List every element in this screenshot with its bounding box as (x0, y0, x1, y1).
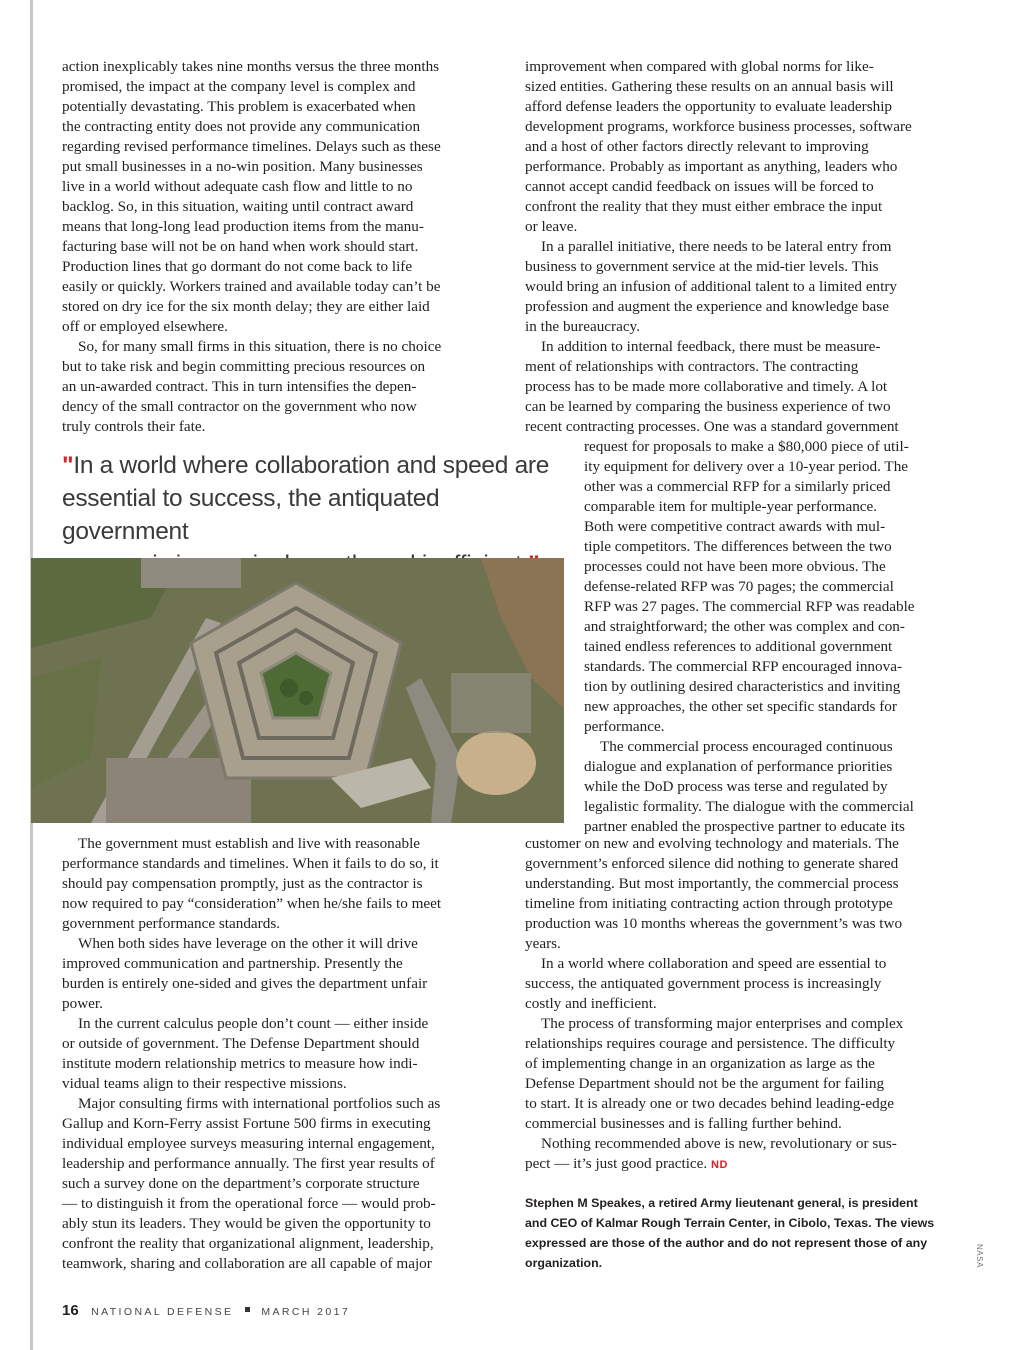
text-line: tiple competitors. The differences between the two (584, 538, 892, 555)
pull-quote-open-mark: " (62, 452, 74, 479)
article-paragraph (525, 954, 965, 1014)
issue-date: MARCH 2017 (261, 1306, 351, 1318)
text-line: processes could not have been more obvious. The (584, 558, 886, 575)
text-line: afford defense leaders the opportunity to evaluate leadership (525, 98, 893, 115)
article-paragraph (525, 57, 965, 237)
text-line: commercial businesses and is falling further behind. (525, 1115, 842, 1132)
text-line: dency of the small contractor on the government who now (62, 398, 417, 415)
text-line: burden is entirely one-sided and gives the department unfair (62, 975, 428, 992)
text-line: can be learned by comparing the business experience of two (525, 398, 891, 415)
text-line: off or employed elsewhere. (62, 318, 228, 335)
text-line: an un-awarded contract. This in turn intensifies the depen- (62, 378, 417, 395)
text-line: ity equipment for delivery over a 10-year period. The (584, 458, 909, 475)
text-line: costly and inefficient. (525, 995, 657, 1012)
text-line: The government must establish and live with reasonable (78, 835, 421, 852)
text-line: and straightforward; the other was complex and con- (584, 618, 905, 635)
text-line: timeline from initiating contracting action through prototype (525, 895, 893, 912)
text-line: performance standards and timelines. When it fails to do so, it (62, 855, 439, 872)
end-of-article-mark: ND (711, 1159, 728, 1171)
text-line: recent contracting processes. One was a standard government (525, 418, 899, 435)
text-line: Gallup and Korn-Ferry assist Fortune 500 firms in executing (62, 1115, 431, 1132)
text-line: promised, the impact at the company level is complex and (62, 78, 416, 95)
text-line: teamwork, sharing and collaboration are all capable of major (62, 1255, 432, 1272)
text-line: cannot accept candid feedback on issues will be forced to (525, 178, 874, 195)
text-line: Defense Department should not be the argument for failing (525, 1075, 885, 1092)
text-line: tained endless references to additional government (584, 638, 893, 655)
text-line: standards. The commercial RFP encouraged innova- (584, 658, 903, 675)
article-paragraph (584, 737, 974, 837)
article-paragraph (525, 834, 965, 954)
text-line: ment of relationships with contractors. The contracting (525, 358, 859, 375)
text-line: potentially devastating. This problem is exacerbated when (62, 98, 416, 115)
text-line: means that long-long lead production items from the manu- (62, 218, 424, 235)
text-line: or outside of government. The Defense Department should (62, 1035, 420, 1052)
text-line: power. (62, 995, 103, 1012)
photo-credit: NASA (975, 1244, 984, 1268)
text-line: confront the reality that organizational alignment, leadership, (62, 1235, 434, 1252)
text-line: and a host of other factors directly relevant to improving (525, 138, 869, 155)
author-bio-line: Stephen M Speakes, a retired Army lieutenant general, is president (525, 1196, 918, 1210)
text-line: but to take risk and begin committing precious resources on (62, 358, 426, 375)
text-line: would bring an infusion of additional talent to a limited entry (525, 278, 898, 295)
article-paragraph (62, 1014, 502, 1094)
closing-line-wrapper (525, 1154, 965, 1175)
text-line: Both were competitive contract awards with mul- (584, 518, 886, 535)
text-line: pect — it’s just good practice. (525, 1155, 708, 1172)
text-line: now required to pay “consideration” when he/she fails to meet (62, 895, 442, 912)
article-column-left-bottom (62, 834, 502, 1274)
text-line: regarding revised performance timelines. Delays such as these (62, 138, 441, 155)
pentagon-aerial-photo (31, 558, 564, 823)
text-line: In a parallel initiative, there needs to be lateral entry from (541, 238, 892, 255)
text-line: business to government service at the mid-tier levels. This (525, 258, 879, 275)
text-line: development programs, workforce business processes, software (525, 118, 912, 135)
text-line: easily or quickly. Workers trained and available today can’t be (62, 278, 441, 295)
text-line: comparable item for multiple-year performance. (584, 498, 878, 515)
text-line: In addition to internal feedback, there must be measure- (541, 338, 881, 355)
text-line: sized entities. Gathering these results on an annual basis will (525, 78, 894, 95)
text-line: profession and augment the experience and knowledge base (525, 298, 889, 315)
text-line: institute modern relationship metrics to measure how indi- (62, 1055, 418, 1072)
pull-quote-line: essential to success, the antiquated government (62, 485, 440, 545)
text-line: When both sides have leverage on the other it will drive (78, 935, 418, 952)
article-column-right-bottom (525, 834, 965, 1175)
text-line: confront the reality that they must either embrace the input (525, 198, 883, 215)
text-line: request for proposals to make a $80,000 piece of util- (584, 438, 909, 455)
article-paragraph (525, 1014, 965, 1134)
text-line: while the DoD process was terse and regulated by (584, 778, 888, 795)
text-line: government’s enforced silence did nothing to generate shared (525, 855, 899, 872)
text-line: process has to be made more collaborative and timely. A lot (525, 378, 888, 395)
text-line: The commercial process encouraged continuous (600, 738, 893, 755)
author-bio-line: and CEO of Kalmar Rough Terrain Center, in Cibolo, Texas. The views (525, 1216, 935, 1230)
page-footer (62, 1302, 350, 1320)
text-line: stored on dry ice for the six month delay; they are either laid (62, 298, 430, 315)
text-line: of implementing change in an organization as large as the (525, 1055, 875, 1072)
text-line: relationships requires courage and persistence. The difficulty (525, 1035, 896, 1052)
text-line: legalistic formality. The dialogue with the commercial (584, 798, 914, 815)
text-line: individual employee surveys measuring internal engagement, (62, 1135, 435, 1152)
text-line: partner enabled the prospective partner to educate its (584, 818, 905, 835)
pentagon-photo-illustration (31, 558, 564, 823)
text-line: backlog. So, in this situation, waiting until contract award (62, 198, 414, 215)
text-line: put small businesses in a no-win position. Many businesses (62, 158, 423, 175)
article-paragraph (62, 337, 502, 437)
text-line: the contracting entity does not provide any communication (62, 118, 421, 135)
publication-name: NATIONAL DEFENSE (91, 1306, 234, 1318)
text-line: improvement when compared with global norms for like- (525, 58, 874, 75)
article-paragraph (62, 934, 502, 1014)
text-line: tion by outlining desired characteristics and inviting (584, 678, 901, 695)
article-paragraph (62, 57, 502, 337)
article-paragraph (584, 437, 974, 737)
text-line: should pay compensation promptly, just as the contractor is (62, 875, 423, 892)
page-number: 16 (62, 1302, 79, 1319)
footer-separator (245, 1307, 250, 1312)
text-line: In a world where collaboration and speed are essential to (541, 955, 887, 972)
text-line: years. (525, 935, 561, 952)
text-line: defense-related RFP was 70 pages; the commercial (584, 578, 894, 595)
text-line: new approaches, the other set specific standards for (584, 698, 897, 715)
text-line: improved communication and partnership. Presently the (62, 955, 403, 972)
text-line: success, the antiquated government process is increasingly (525, 975, 882, 992)
text-line: facturing base will not be on hand when work should start. (62, 238, 419, 255)
pull-quote-line: In a world where collaboration and speed are (73, 452, 550, 479)
author-bio-line: organization. (525, 1256, 603, 1270)
text-line: vidual teams align to their respective missions. (62, 1075, 347, 1092)
text-line: In the current calculus people don’t count — either inside (78, 1015, 429, 1032)
text-line: Nothing recommended above is new, revolutionary or sus- (541, 1135, 897, 1152)
text-line: performance. (584, 718, 665, 735)
text-line: dialogue and explanation of performance priorities (584, 758, 893, 775)
text-line: such a survey done on the department’s corporate structure (62, 1175, 420, 1192)
text-line: or leave. (525, 218, 578, 235)
text-line: to start. It is already one or two decades behind leading-edge (525, 1095, 895, 1112)
article-paragraph (525, 337, 965, 437)
text-line: government performance standards. (62, 915, 281, 932)
text-line: understanding. But most importantly, the commercial process (525, 875, 899, 892)
text-line: action inexplicably takes nine months versus the three months (62, 58, 440, 75)
article-column-right-top (525, 57, 965, 437)
author-bio (525, 1193, 965, 1273)
text-line: RFP was 27 pages. The commercial RFP was readable (584, 598, 915, 615)
text-line: Production lines that go dormant do not come back to life (62, 258, 413, 275)
article-paragraph (525, 237, 965, 337)
text-line: other was a commercial RFP for a similarly priced (584, 478, 891, 495)
text-line: truly controls their fate. (62, 418, 206, 435)
text-line: Major consulting firms with international portfolios such as (78, 1095, 441, 1112)
text-line: The process of transforming major enterprises and complex (541, 1015, 904, 1032)
article-paragraph (62, 834, 502, 934)
text-line: in the bureaucracy. (525, 318, 640, 335)
article-paragraph (525, 1134, 965, 1175)
text-line: performance. Probably as important as anything, leaders who (525, 158, 898, 175)
article-paragraph (62, 1094, 502, 1274)
text-line: leadership and performance annually. The first year results of (62, 1155, 435, 1172)
author-bio-line: expressed are those of the author and do not represent those of any (525, 1236, 928, 1250)
text-line: customer on new and evolving technology and materials. The (525, 835, 899, 852)
text-line: So, for many small firms in this situation, there is no choice (78, 338, 442, 355)
text-line: production was 10 months whereas the government’s was two (525, 915, 903, 932)
article-column-left-top (62, 57, 502, 437)
text-line: live in a world without adequate cash flow and little to no (62, 178, 413, 195)
article-column-right-wrap (584, 437, 974, 837)
text-line: — to distinguish it from the operational force — would prob- (62, 1195, 436, 1212)
text-line: ably stun its leaders. They would be given the opportunity to (62, 1215, 431, 1232)
